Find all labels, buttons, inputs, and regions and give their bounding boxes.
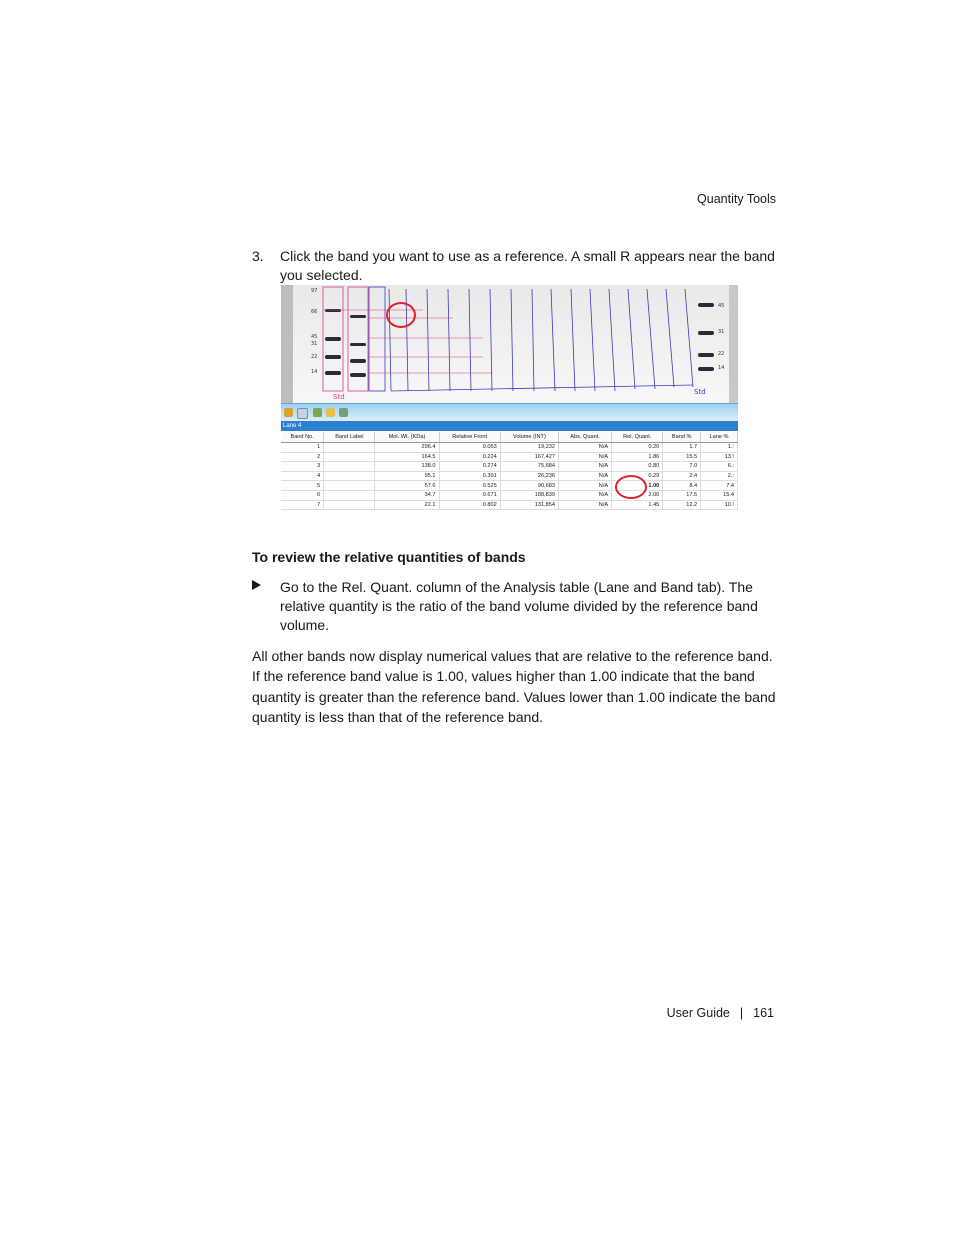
table-row[interactable] [281,452,738,462]
print-icon[interactable] [339,408,348,417]
column-header[interactable]: Mol. Wt. (KDa) [375,432,439,443]
table-cell: N/A [559,471,612,481]
table-cell: 13.! [701,452,738,462]
table-cell: 1.45 [612,500,663,510]
table-cell: 1 [281,443,324,453]
table-cell: N/A [559,490,612,500]
column-header[interactable]: Band Label [324,432,375,443]
table-cell: 2.4 [663,471,701,481]
column-header[interactable]: Abs. Quant. [559,432,612,443]
table-cell [324,452,375,462]
table-row-reference[interactable] [281,481,738,491]
left-marker: 97 [311,288,318,294]
table-cell: 19,232 [500,443,558,453]
table-cell: 138.0 [375,462,439,472]
analysis-toolbar [281,403,738,421]
export-icon[interactable] [284,408,293,417]
column-header[interactable]: Relative Front [439,432,500,443]
right-std-label: Std [694,388,706,396]
gel-image[interactable] [281,285,738,403]
table-cell: 1.: [701,443,738,453]
table-cell: 8.4 [663,481,701,491]
table-cell: 5 [281,481,324,491]
table-row[interactable] [281,462,738,472]
footer-separator: | [739,1006,744,1020]
bullet-text: Go to the Rel. Quant. column of the Analysis table (Lane and Band tab). The relative quantity is the ratio of the band volume divided by the reference band volume. [280,579,758,633]
table-cell [324,490,375,500]
table-cell: 4 [281,471,324,481]
column-header[interactable]: Band % [663,432,701,443]
bullet-arrow-icon [252,580,261,590]
footer-guide-title: User Guide [666,1006,730,1020]
table-cell: 34.7 [375,490,439,500]
table-cell: 167,427 [500,452,558,462]
table-cell [324,471,375,481]
table-cell: 0.274 [439,462,500,472]
table-cell [324,481,375,491]
table-cell: 7.4 [701,481,738,491]
table-cell: 164.5 [375,452,439,462]
table-row[interactable] [281,443,738,453]
rel-quant-highlight-circle [615,475,647,499]
table-cell: N/A [559,452,612,462]
table-cell: N/A [559,443,612,453]
table-cell: 0.525 [439,481,500,491]
body-paragraph: All other bands now display numerical values that are relative to the reference band. If the reference band value is 1.00, values higher than 1.00 indicate that the band quantity is greater than the reference band. Values lower than 1.00 indicate the band quantity is less than that of the reference band. [252,648,776,725]
table-cell: 7.0 [663,462,701,472]
left-marker: 45 [311,334,318,340]
column-header[interactable]: Lane % [701,432,738,443]
table-cell: 1.86 [612,452,663,462]
step-text: Click the band you want to use as a reference. A small R appears near the band you selected. [280,248,775,283]
reference-rel-quant-cell: 1.00 [612,481,663,491]
table-cell: N/A [559,481,612,491]
table-cell [324,443,375,453]
table-cell: 12.2 [663,500,701,510]
analysis-screenshot [281,285,738,511]
column-header[interactable]: Volume (INT) [500,432,558,443]
table-cell: 17.5 [663,490,701,500]
table-row[interactable] [281,471,738,481]
column-header[interactable]: Rel. Quant. [612,432,663,443]
table-row[interactable] [281,500,738,510]
gel-scrollbar[interactable] [729,285,738,403]
table-cell: 75,684 [500,462,558,472]
gel-lanes [293,285,738,403]
running-head: Quantity Tools [697,192,776,206]
table-cell: 188,839 [500,490,558,500]
table-cell: 2.00 [612,490,663,500]
table-cell [324,500,375,510]
right-marker: 22 [718,351,725,357]
table-cell: 2 [281,452,324,462]
table-cell: 95.1 [375,471,439,481]
right-marker: 14 [718,365,725,371]
lane-tab[interactable]: Lane 4 [281,421,738,431]
table-cell: 10.! [701,500,738,510]
left-marker: 66 [311,309,318,315]
table-cell: N/A [559,500,612,510]
table-cell: 90,683 [500,481,558,491]
table-cell: 3 [281,462,324,472]
table-cell: N/A [559,462,612,472]
section-heading: To review the relative quantities of bands [252,549,526,565]
analysis-table [281,432,738,510]
table-cell: 0.671 [439,490,500,500]
left-marker: 31 [311,341,318,347]
table-cell: 15.4 [701,490,738,500]
page-footer [667,1006,774,1020]
table-cell: 1.7 [663,443,701,453]
left-marker: 22 [311,354,318,360]
table-cell: 2.: [701,471,738,481]
page-number: 161 [753,1006,774,1020]
table-cell: 7 [281,500,324,510]
table-cell: 57.6 [375,481,439,491]
column-header[interactable]: Band No. [281,432,324,443]
table-cell: 0.80 [612,462,663,472]
table-cell: 0.29 [612,471,663,481]
table-cell: 15.5 [663,452,701,462]
table-cell: 0.224 [439,452,500,462]
table-cell: 296.4 [375,443,439,453]
table-cell: 0.391 [439,471,500,481]
reference-band-circle [386,302,416,328]
table-cell: 22.1 [375,500,439,510]
table-cell: 0.802 [439,500,500,510]
table-cell: 131,854 [500,500,558,510]
copy-icon[interactable] [297,408,308,419]
left-marker: 14 [311,369,318,375]
step-number: 3. [252,248,264,264]
report-icon[interactable] [313,408,322,417]
table-cell [324,462,375,472]
table-cell: 0.053 [439,443,500,453]
right-marker: 31 [718,329,725,335]
left-std-label: Std [333,393,345,401]
table-row[interactable] [281,490,738,500]
table-cell: 6 [281,490,324,500]
right-marker: 45 [718,303,725,309]
table-cell: 0.20 [612,443,663,453]
table-cell: 26,236 [500,471,558,481]
folder-icon[interactable] [326,408,335,417]
table-cell: 6.: [701,462,738,472]
table-header-row [281,432,738,443]
